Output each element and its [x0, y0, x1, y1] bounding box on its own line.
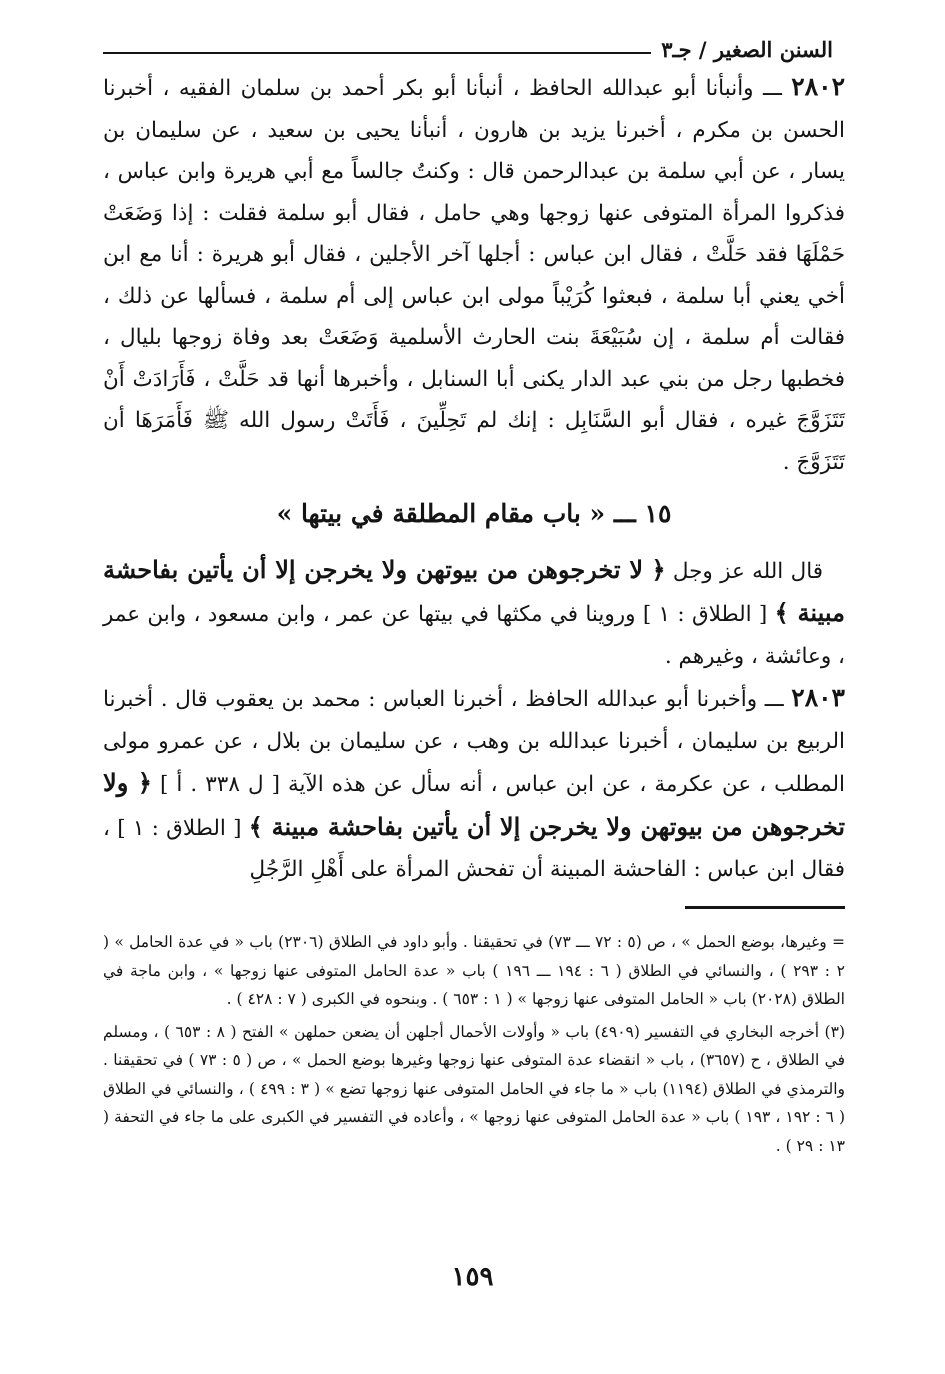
running-header [103, 34, 833, 64]
footnote-separator [685, 906, 845, 909]
hadith-text-after: [ الطلاق : ١ ] ، فقال ابن عباس : الفاحشة المبينة أن تفحش المرأة على أَهْلِ الرَّجُلِ [103, 815, 845, 882]
page-number: ١٥٩ [451, 1262, 494, 1292]
footnote-continuation: = وغيرها، بوضع الحمل » ، ص (٥ : ٧٢ ـــ ٧٣) في تحقيقنا . وأبو داود في الطلاق (٢٣٠٦) باب « في عدة الحامل » ( ٢ : ٢٩٣ ) ، والنسائي في الطلاق ( ٦ : ١٩٤ ـــ ١٩٦ ) باب « عدة الحامل المتوفى عنها زوجها » ، وابن ماجة في الطلاق (٢٠٢٨) باب « الحامل المتوفى عنها زوجها » ( ١ : ٦٥٣ ) . وبنحوه في الكبرى ( ٧ : ٤٢٨ ) . [103, 933, 845, 1008]
hadith-text: ـــ وأنبأنا أبو عبدالله الحافظ ، أنبأنا أبو بكر أحمد بن سلمان الفقيه ، أخبرنا الحسن بن مكرم ، أخبرنا يزيد بن هارون ، أنبأنا يحيى بن سعيد ، عن سليمان بن يسار ، عن أبي سلمة بن عبدالرحمن قال : وكنتُ جالساً مع أبي هريرة وابن عباس ، فذكروا المرأة المتوفى عنها زوجها وهي حامل ، فقال أبو سلمة فقلت : إذا وَضَعَتْ حَمْلَهَا فقد حَلَّتْ ، فقال ابن عباس : أجلها آخر الأجلين ، فقال أبو هريرة : أنا مع ابن أخي يعني أبا سلمة ، فبعثوا كُرَيْباً مولى ابن عباس إلى أم سلمة ، فسألها عن ذلك ، فقالت أم سلمة ، إن سُبَيْعَةَ بنت الحارث الأسلمية وَضَعَتْ بعد وفاة زوجها بليال ، فخطبها رجل من بني عبد الدار يكنى أبا السنابل ، وأخبرها أنها قد حَلَّتْ ، فَأَرَادَتْ أَنْ تَتَزَوَّجَ غيره ، فقال أبو السَّنَابِل : إنك لم تَحِلِّينَ ، فَأَتَتْ رسول الله ﷺ فَأَمَرَهَا أن تَتَزَوَّجَ . [103, 76, 845, 475]
main-text [103, 66, 845, 891]
hadith-quran-verse: ﴿ ولا تخرجوهن من بيوتهن ولا يخرجن إلا أن يأتين بفاحشة مبينة ﴾ [103, 768, 846, 841]
hadith-number: ٢٨٠٣ [791, 683, 845, 712]
quran-verse: ﴿ لا تخرجوهن من بيوتهن ولا يخرجن إلا أن يأتين بفاحشة مبينة ﴾ [103, 554, 845, 627]
hadith-2802 [103, 66, 845, 483]
hadith-2803 [103, 677, 845, 891]
chapter-heading: ١٥ ـــ « باب مقام المطلقة في بيتها » [276, 499, 672, 528]
hadith-number: ٢٨٠٢ [791, 72, 846, 101]
quran-paragraph [103, 549, 845, 678]
footnote-3: (٣) أخرجه البخاري في التفسير (٤٩٠٩) باب « وأولات الأحمال أجلهن أن يضعن حملهن » الفتح ( ٨ : ٦٥٣ ) ، ومسلم في الطلاق ، ح (٣٦٥٧) ، باب « انقضاء عدة المتوفى عنها زوجها وغيرها بوضع الحمل » ، ص ( ٥ : ٧٣ ) في تحقيقنا . والترمذي في الطلاق (١١٩٤) باب « ما جاء في الحامل المتوفى عنها زوجها تضع » ( ٣ : ٤٩٩ ) ، والنسائي في الطلاق ( ٦ : ١٩٢ ، ١٩٣ ) باب « عدة الحامل المتوفى عنها زوجها » ، وأعاده في التفسير في الكبرى على ما جاء في التحفة ( ١٣ : ٢٩ ) . [103, 1022, 845, 1155]
quran-intro: قال الله عز وجل [672, 558, 824, 584]
hadith-text-before: ـــ وأخبرنا أبو عبدالله الحافظ ، أخبرنا العباس : محمد بن يعقوب قال . أخبرنا الربيع بن سليمان ، أخبرنا عبدالله بن وهب ، عن سليمان بن بلال ، عن عمرو مولى المطلب ، عن عكرمة ، عن ابن عباس ، أنه سأل عن هذه الآية [ ل ٣٣٨ . أ ] [103, 687, 846, 797]
header-rule [103, 52, 651, 54]
running-title: السنن الصغير / جـ٣ [661, 36, 833, 62]
quran-paragraph-rest: [ الطلاق : ١ ] وروينا في مكثها في بيتها عن عمر ، وابن مسعود ، وابن عمر ، وعائشة ، وغيرهم . [103, 602, 845, 669]
footnotes [103, 928, 845, 1164]
